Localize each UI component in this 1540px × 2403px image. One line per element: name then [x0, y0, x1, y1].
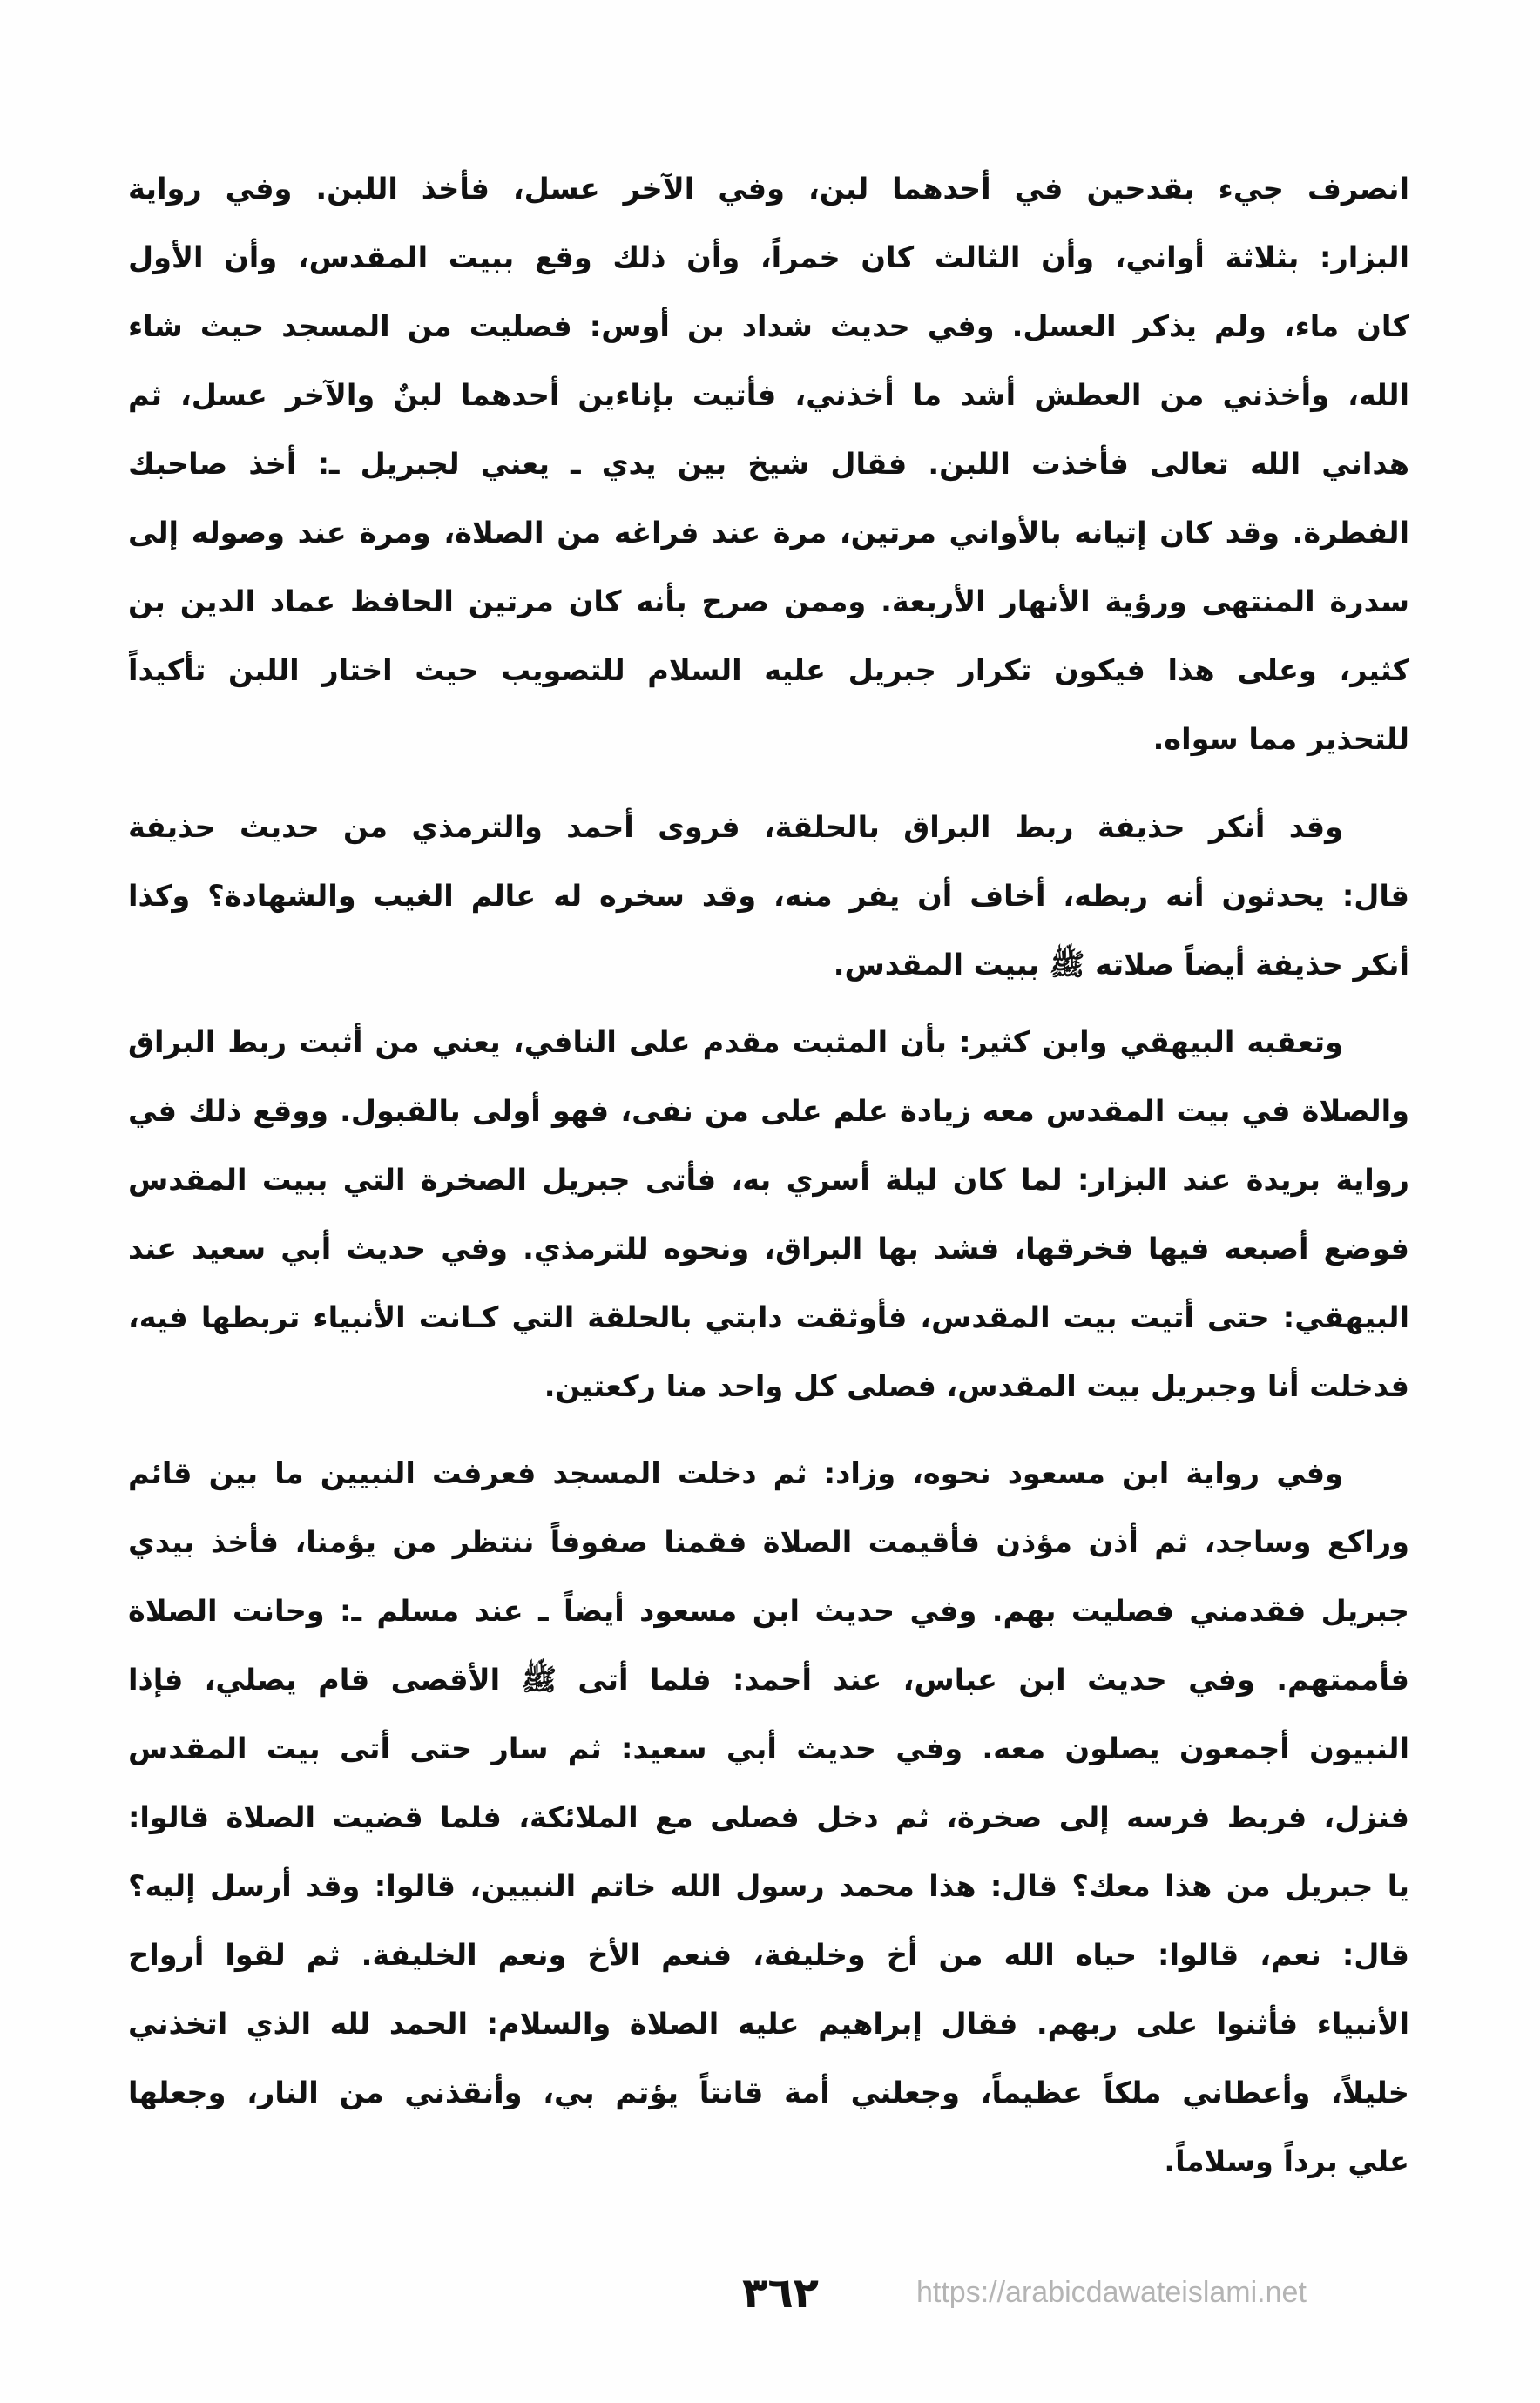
text-line: وقد أنكر حذيفة ربط البراق بالحلقة، فروى أحمد والترمذي من حديث حذيفة — [128, 810, 1343, 844]
text-line: وفي رواية ابن مسعود نحوه، وزاد: ثم دخلت المسجد فعرفت النبيين ما بين قائم — [128, 1456, 1343, 1490]
text-line: أنكر حذيفة أيضاً صلاته ﷺ ببيت المقدس. — [833, 948, 1409, 982]
text-line: رواية بريدة عند البزار: لما كان ليلة أسري به، فأتى جبريل الصخرة التي ببيت المقدس — [128, 1163, 1409, 1197]
page-number: ٣٦٢ — [742, 2269, 819, 2318]
text-line: فوضع أصبعه فيها فخرقها، فشد بها البراق، ونحوه للترمذي. وفي حديث أبي سعيد عند — [128, 1232, 1409, 1266]
text-line: كان ماء، ولم يذكر العسل. وفي حديث شداد بن أوس: فصليت من المسجد حيث شاء — [128, 309, 1409, 343]
text-line: جبريل فقدمني فصليت بهم. وفي حديث ابن مسعود أيضاً ـ عند مسلم ـ: وحانت الصلاة — [128, 1594, 1409, 1628]
text-line: فنزل، فربط فرسه إلى صخرة، ثم دخل فصلى مع الملائكة، فلما قضيت الصلاة قالوا: — [128, 1800, 1409, 1834]
text-line: للتحذير مما سواه. — [1152, 722, 1409, 756]
text-line: البيهقي: حتى أتيت بيت المقدس، فأوثقت دابتي بالحلقة التي كـانت الأنبياء تربطها فيه، — [128, 1300, 1409, 1334]
text-line: علي برداً وسلاماً. — [1164, 2144, 1409, 2178]
text-line: وتعقبه البيهقي وابن كثير: بأن المثبت مقدم على النافي، يعني من أثبت ربط البراق — [128, 1025, 1343, 1059]
text-line: كثير، وعلى هذا فيكون تكرار جبريل عليه السلام للتصويب حيث اختار اللبن تأكيداً — [128, 653, 1409, 687]
text-line: هداني الله تعالى فأخذت اللبن. فقال شيخ بين يدي ـ يعني لجبريل ـ: أخذ صاحبك — [128, 447, 1409, 481]
text-line: الأنبياء فأثنوا على ربهم. فقال إبراهيم عليه الصلاة والسلام: الحمد لله الذي اتخذني — [128, 2007, 1409, 2041]
paragraph-2 — [128, 793, 1409, 999]
paragraph-1 — [128, 154, 1409, 773]
text-line: الفطرة. وقد كان إتيانه بالأواني مرتين، مرة عند فراغه من الصلاة، ومرة عند وصوله إلى — [128, 516, 1409, 550]
text-line: وراكع وساجد، ثم أذن مؤذن فأقيمت الصلاة فقمنا صفوفاً ننتظر من يؤمنا، فأخذ بيدي — [128, 1525, 1409, 1559]
text-line: يا جبريل من هذا معك؟ قال: هذا محمد رسول الله خاتم النبيين، قالوا: وقد أرسل إليه؟ — [128, 1869, 1409, 1903]
text-line: قال: يحدثون أنه ربطه، أخاف أن يفر منه، وقد سخره له عالم الغيب والشهادة؟ وكذا — [128, 879, 1409, 913]
text-line: والصلاة في بيت المقدس معه زيادة علم على من نفى، فهو أولى بالقبول. ووقع ذلك في — [128, 1094, 1409, 1128]
paragraph-3 — [128, 1008, 1409, 1421]
text-line: الله، وأخذني من العطش أشد ما أخذني، فأتيت بإناءين أحدهما لبنٌ والآخر عسل، ثم — [128, 378, 1409, 412]
text-line: قال: نعم، قالوا: حياه الله من أخ وخليفة، فنعم الأخ ونعم الخليفة. ثم لقوا أرواح — [128, 1938, 1409, 1972]
text-line: فدخلت أنا وجبريل بيت المقدس، فصلى كل واحد منا ركعتين. — [544, 1369, 1409, 1403]
watermark-url: https://arabicdawateislami.net — [916, 2276, 1307, 2309]
text-line: انصرف جيء بقدحين في أحدهما لبن، وفي الآخر عسل، فأخذ اللبن. وفي رواية — [128, 172, 1409, 206]
text-line: النبيون أجمعون يصلون معه. وفي حديث أبي سعيد: ثم سار حتى أتى بيت المقدس — [128, 1731, 1409, 1765]
paragraph-4 — [128, 1439, 1409, 2196]
text-line: سدرة المنتهى ورؤية الأنهار الأربعة. وممن صرح بأنه كان مرتين الحافظ عماد الدين بن — [128, 584, 1409, 618]
text-line: البزار: بثلاثة أواني، وأن الثالث كان خمراً، وأن ذلك وقع ببيت المقدس، وأن الأول — [128, 240, 1409, 274]
text-line: خليلاً، وأعطاني ملكاً عظيماً، وجعلني أمة قانتاً يؤتم بي، وأنقذني من النار، وجعلها — [128, 2076, 1409, 2109]
text-line: فأممتهم. وفي حديث ابن عباس، عند أحمد: فلما أتى ﷺ الأقصى قام يصلي، فإذا — [128, 1663, 1409, 1697]
